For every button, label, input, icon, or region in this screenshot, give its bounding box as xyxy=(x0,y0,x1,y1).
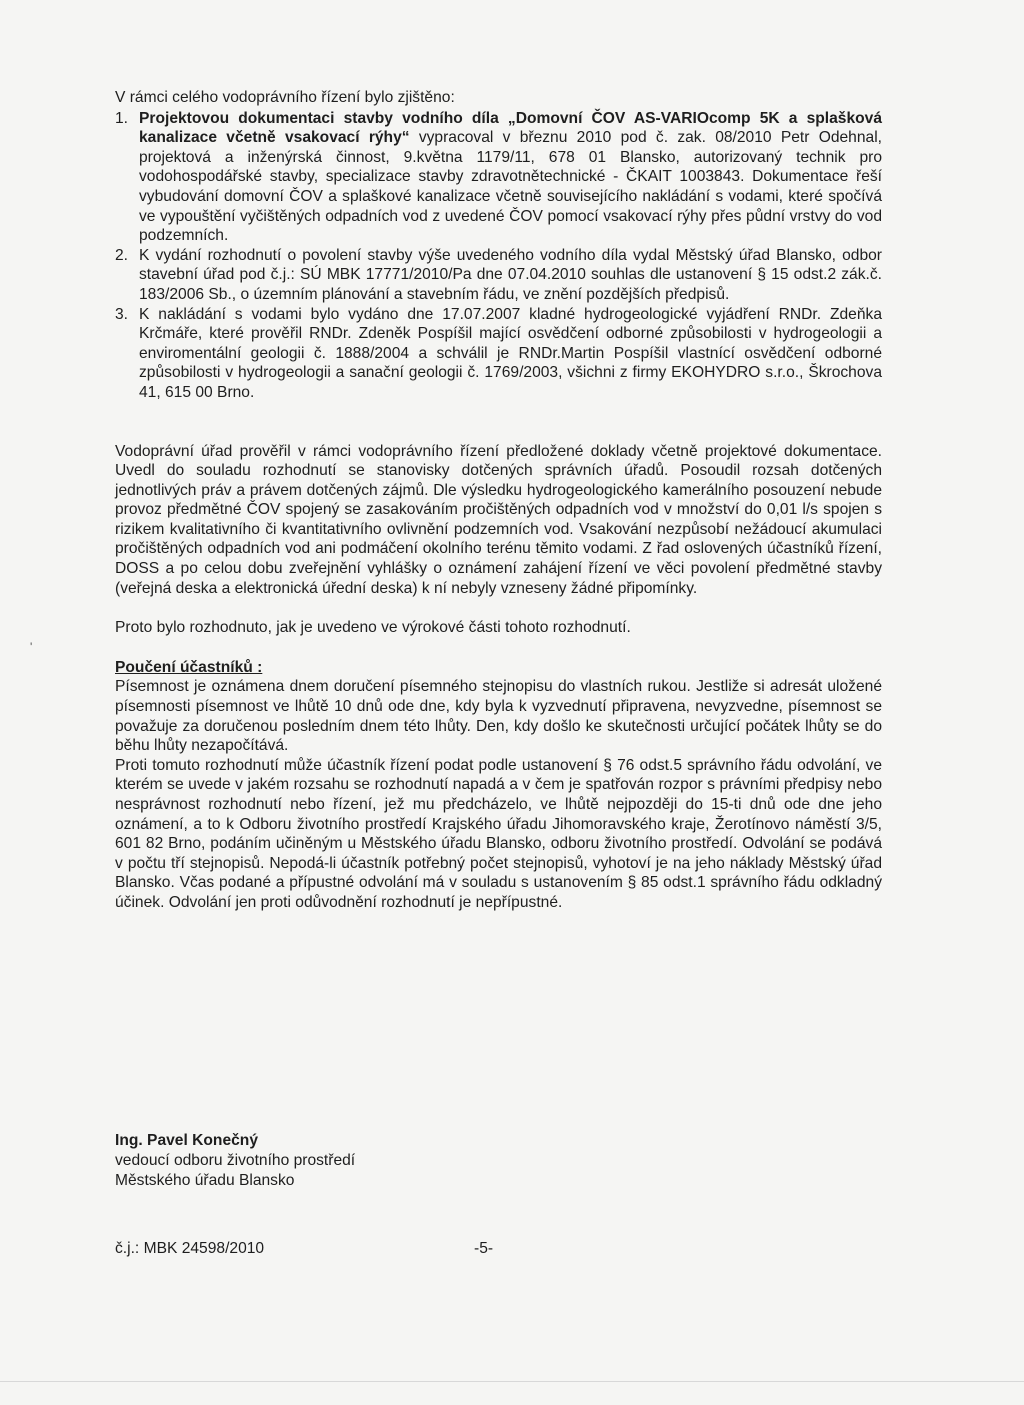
finding-bold-title: Projektovou dokumentaci stavby vodního díla „Domovní ČOV AS-VARIOcomp 5K a splašková kanalizace včetně vsakovací rýhy“ xyxy=(139,109,882,147)
instruction-paragraph-2: Proti tomuto rozhodnutí může účastník řízení podat podle ustanovení § 76 odst.5 správního řádu odvolání, ve kterém se uvede v jakém rozsahu se rozhodnutí napadá a v čem je spatřován rozpor s právními předpisy nebo nesprávnost rozhodnutí nebo řízení, jež mu předcházelo, ve lhůtě nejpozději do 15-ti dnů ode dne jeho oznámení, a to k Odboru životního prostředí Krajského úřadu Jihomoravského kraje, Žerotínovo náměstí 3/5, 601 82 Brno, podáním učiněným u Městského úřadu Blansko, odboru životního prostředí. Odvolání se podává v počtu tří stejnopisů. Nepodá-li účastník potřebný počet stejnopisů, vyhotoví je na jeho náklady Městský úřad Blansko. Včas podané a přípustné odvolání má v souladu s ustanovením § 85 odst.1 správního řádu odkladný účinek. Odvolání jen proti odůvodnění rozhodnutí je nepřípustné. xyxy=(115,756,882,911)
finding-text: vypracoval v březnu 2010 pod č. zak. 08/2010 Petr Odehnal, projektová a inženýrská činnost, 9.května 1179/11, 678 01 Blansko, autorizovaný technik pro vodohospodářské stavby, specializace stavby zdravotnětechnické - ČKAIT 1003843. Dokumentace řeší vybudování domovní ČOV a splaškové kanalizace včetně souvisejícího nakládání s vodami, které spočívá ve vypouštění vyčištěných odpadních vod z uvedené ČOV pomocí vsakovací rýhy přes půdní vrstvy do vod podzemních. xyxy=(139,129,882,245)
finding-number: 2. xyxy=(115,246,129,264)
signatory-name: Ing. Pavel Konečný xyxy=(115,1132,258,1149)
finding-number: 3. xyxy=(115,305,129,323)
signatory-role: vedoucí odboru životního prostředí xyxy=(115,1151,356,1169)
page-number: -5- xyxy=(474,1240,494,1257)
findings-list xyxy=(115,109,882,403)
instruction-paragraph-1: Písemnost je oznámena dnem doručení písemného stejnopisu do vlastních rukou. Jestliže si adresát uložené písemnosti písemnost ve lhůtě 10 dnů ode dne, kdy byla k vyzvednutí připravena, nevyzvedne, písemnost se považuje za doručenou posledním dnem této lhůty. Den, kdy došlo ke skutečnosti určující počátek lhůty se do běhu lhůty nezapočítává. xyxy=(115,678,882,755)
finding-item-2 xyxy=(115,246,882,305)
finding-text: K vydání rozhodnutí o povolení stavby výše uvedeného vodního díla vydal Městský úřad Blansko, odbor stavební úřad pod č.j.: SÚ MBK 17771/2010/Pa dne 07.04.2010 souhlas dle ustanovení § 15 odst.2 zák.č. 183/2006 Sb., o územním plánování a stavebním řádu, ve znění pozdějších předpisů. xyxy=(139,246,882,303)
finding-text: K nakládání s vodami bylo vydáno dne 17.07.2007 kladné hydrogeologické vyjádření RNDr. Zdeňka Krčmáře, které prověřil RNDr. Zdeněk Pospíšil mající osvědčení odborné způsobilosti v hydrogeologii a enviromentální geologii č. 1888/2004 a schválil je RNDr.Martin Pospíšil vlastnící osvědčení odborné způsobilosti v hydrogeologii a sanační geologii č. 1769/2003, všichni z firmy EKOHYDRO s.r.o., Škrochova 41, 615 00 Brno. xyxy=(139,305,882,401)
finding-item-1 xyxy=(115,109,882,246)
review-paragraph: Vodoprávní úřad prověřil v rámci vodoprávního řízení předložené doklady včetně projektové dokumentace. Uvedl do souladu rozhodnutí se stanovisky dotčených správních úřadů. Posoudil rozsah dotčených jednotlivých práv a právem dotčených zájmů. Dle výsledku hydrogeologického kamerálního posouzení nebude provoz předmětné ČOV spojený se zasakováním pročištěných odpadních vod v množství do 0,01 l/s spojen s rizikem kvalitativního či kvantitativního ovlivnění podzemních vod. Vsakování nezpůsobí nežádoucí akumulaci pročištěných odpadních vod ani podmáčení okolního terénu těmito vodami. Z řad oslovených účastníků řízení, DOSS a po celou dobu zveřejnění vyhlášky o oznámení zahájení řízení ve věci povolení předmětné stavby (veřejná deska a elektronická úřední deska) k ní nebyly vzneseny žádné připomínky. xyxy=(115,442,882,597)
decision-paragraph: Proto bylo rozhodnuto, jak je uvedeno ve výrokové části tohoto rozhodnutí. xyxy=(115,619,631,637)
signature-block xyxy=(115,1131,355,1190)
scan-edge-line xyxy=(0,1381,1024,1382)
signatory-office: Městského úřadu Blansko xyxy=(115,1171,295,1189)
instruction-heading: Poučení účastníků : xyxy=(115,658,263,676)
intro-line: V rámci celého vodoprávního řízení bylo zjištěno: xyxy=(115,89,455,106)
reference-number: č.j.: MBK 24598/2010 xyxy=(115,1240,265,1257)
scan-mark: ' xyxy=(30,640,33,654)
document-body xyxy=(115,88,882,913)
finding-item-3 xyxy=(115,305,882,403)
finding-number: 1. xyxy=(115,109,129,127)
